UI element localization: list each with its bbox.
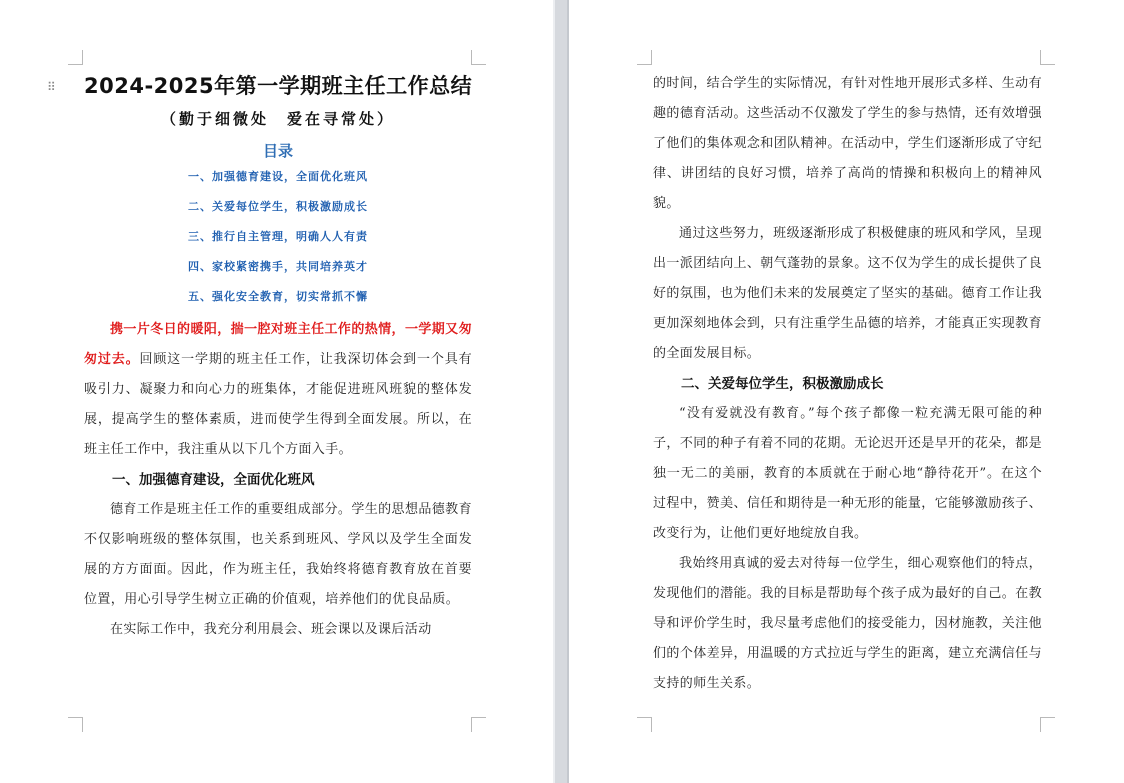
- toc-item[interactable]: 三、推行自主管理，明确人人有责: [188, 230, 368, 243]
- intro-highlight-text: 携一片冬日的暖阳，揣一腔对班主任工作的热情，一学期又匆匆过去。: [84, 322, 472, 367]
- page-gutter: [553, 0, 569, 783]
- margin-corner-top-left: [637, 50, 652, 65]
- section-1-paragraph-2-continued: 的时间，结合学生的实际情况，有针对性地开展形式多样、生动有趣的德育活动。这些活动不仅激发了学生的参与热情，还有效增强了他们的集体观念和团队精神。在活动中，学生们逐渐形成了守纪律、讲团结的良好习惯，培养了高尚的情操和积极向上的精神风貌。: [653, 76, 1042, 211]
- section-2-paragraph-1: “没有爱就没有教育。”每个孩子都像一粒充满无限可能的种子，不同的种子有着不同的花期。无论迟开还是早开的花朵，都是独一无二的美丽，教育的本质就在于耐心地“静待花开”。在这个过程中，赞美、信任和期待是一种无形的能量，它能够激励孩子、改变行为，让他们更好地绽放自我。: [653, 406, 1042, 541]
- toc-item[interactable]: 二、关爱每位学生，积极激励成长: [188, 200, 368, 213]
- margin-corner-bottom-left: [637, 717, 652, 732]
- paragraph-drag-handle-icon[interactable]: ⠿: [47, 80, 56, 94]
- document-page-2: [569, 0, 1124, 783]
- section-1-paragraph-3: 通过这些努力，班级逐渐形成了积极健康的班风和学风，呈现出一派团结向上、朝气蓬勃的景象。这不仅为学生的成长提供了良好的氛围，也为他们未来的发展奠定了坚实的基础。德育工作让我更加深刻地体会到，只有注重学生品德的培养，才能真正实现教育的全面发展目标。: [653, 226, 1042, 361]
- toc-heading: 目录: [262, 142, 293, 160]
- table-of-contents: [84, 162, 472, 312]
- section-2-paragraph-2: 我始终用真诚的爱去对待每一位学生，细心观察他们的特点，发现他们的潜能。我的目标是帮助每个孩子成为最好的自己。在教导和评价学生时，我尽量考虑他们的接受能力，因材施教，关注他们的个体差异，用温暖的方式拉近与学生的距离，建立充满信任与支持的师生关系。: [653, 556, 1042, 691]
- section-1-heading: 一、加强德育建设，全面优化班风: [112, 472, 315, 488]
- margin-corner-top-right: [471, 50, 486, 65]
- section-1-paragraph-2-start: 在实际工作中，我充分利用晨会、班会课以及课后活动: [110, 622, 432, 637]
- margin-corner-bottom-right: [471, 717, 486, 732]
- margin-corner-top-left: [68, 50, 83, 65]
- intro-paragraph: [84, 315, 472, 465]
- document-subtitle: （勤于细微处 爱在寻常处）: [160, 110, 395, 128]
- section-1-paragraph-1: 德育工作是班主任工作的重要组成部分。学生的思想品德教育不仅影响班级的整体氛围，也关系到班风、学风以及学生全面发展的方方面面。因此，作为班主任，我始终将德育教育放在首要位置，用心引导学生树立正确的价值观，培养他们的优良品质。: [84, 502, 472, 607]
- margin-corner-bottom-right: [1040, 717, 1055, 732]
- margin-corner-top-right: [1040, 50, 1055, 65]
- section-2-heading: 二、关爱每位学生，积极激励成长: [681, 376, 884, 392]
- toc-item[interactable]: 五、强化安全教育，切实常抓不懈: [188, 290, 368, 303]
- document-title: 2024-2025年第一学期班主任工作总结: [84, 74, 473, 98]
- margin-corner-bottom-left: [68, 717, 83, 732]
- page-1-body: [84, 71, 472, 645]
- page-2-body: [653, 69, 1042, 699]
- toc-item[interactable]: 四、家校紧密携手，共同培养英才: [188, 260, 368, 273]
- document-page-1: [0, 0, 553, 783]
- intro-body-text: 回顾这一学期的班主任工作，让我深切体会到一个具有吸引力、凝聚力和向心力的班集体，才能促进班风班貌的整体发展，提高学生的整体素质，进而使学生得到全面发展。所以，在班主任工作中，我注重从以下几个方面入手。: [84, 352, 472, 457]
- toc-item[interactable]: 一、加强德育建设，全面优化班风: [188, 170, 368, 183]
